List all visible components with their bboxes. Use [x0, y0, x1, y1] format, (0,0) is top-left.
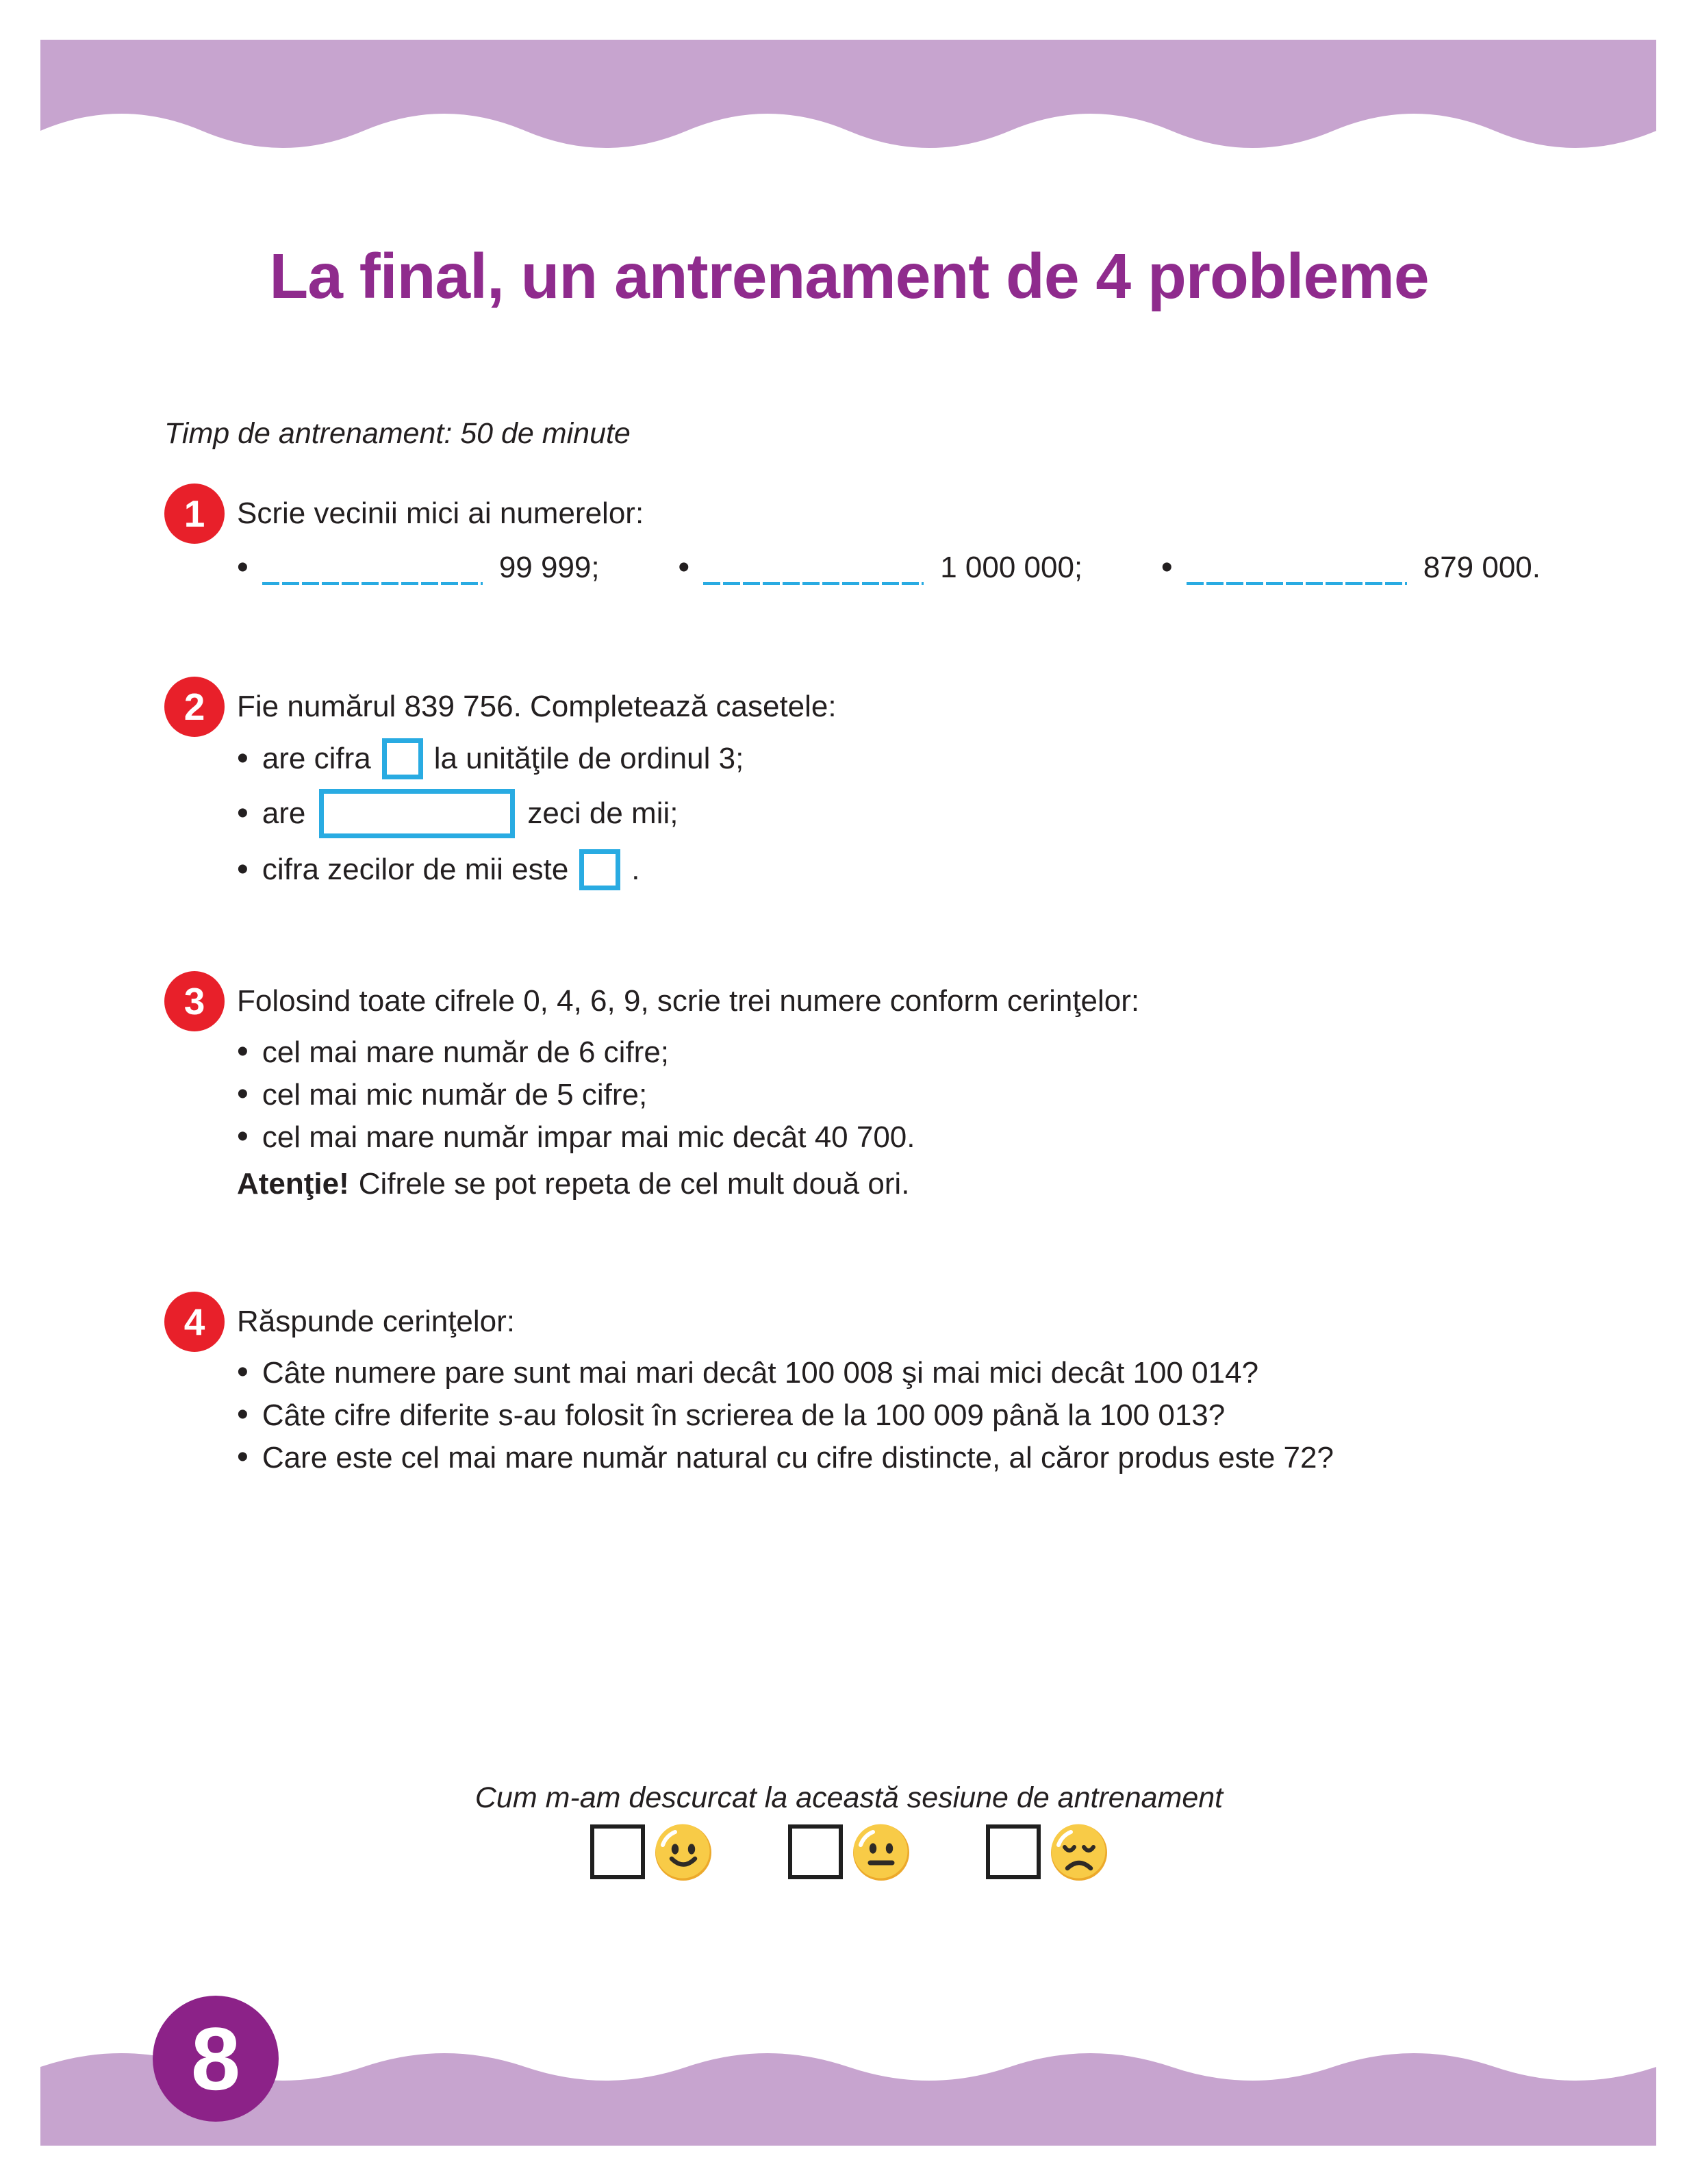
text-before-box: are — [262, 796, 306, 830]
number-label: 1 000 000; — [940, 551, 1083, 584]
bullet-dot — [1161, 551, 1173, 584]
answer-blank[interactable] — [703, 551, 924, 585]
bullet-dot — [237, 1120, 249, 1153]
item-text: cel mai mic număr de 5 cifre; — [262, 1078, 648, 1112]
text-before-box: cifra zecilor de mii este — [262, 853, 569, 886]
item-text: cel mai mare număr impar mai mic decât 40 700. — [262, 1120, 915, 1154]
bullet-dot — [237, 1356, 249, 1389]
feedback-option-sad — [986, 1823, 1108, 1881]
problem-4-number: 4 — [183, 1301, 205, 1343]
problem-4 — [164, 1292, 1541, 1479]
answer-blank[interactable] — [1187, 551, 1407, 585]
problem-1-heading: Scrie vecinii mici ai numerelor: — [237, 497, 644, 530]
list-item — [237, 1074, 1541, 1116]
answer-box[interactable] — [382, 738, 423, 779]
problem-3-heading: Folosind toate cifrele 0, 4, 6, 9, scrie trei numere conform cerinţelor: — [237, 984, 1140, 1018]
bullet-dot — [678, 551, 689, 584]
bullet-dot — [237, 551, 249, 584]
number-label: 99 999; — [498, 551, 600, 584]
page-number-badge — [153, 1996, 279, 2122]
header-banner — [40, 40, 1656, 156]
answer-box[interactable] — [579, 849, 620, 890]
list-item — [237, 789, 1541, 838]
problem-1-answers-row — [237, 551, 1541, 585]
bullet-dot — [237, 853, 249, 886]
list-item — [237, 1031, 1541, 1074]
training-time-note: Timp de antrenament: 50 de minute — [164, 417, 631, 450]
answer-box[interactable] — [319, 789, 515, 838]
neutral-face-icon — [852, 1823, 910, 1881]
feedback-checkbox-sad[interactable] — [986, 1824, 1041, 1879]
bullet-dot — [237, 1441, 249, 1474]
text-before-box: are cifra — [262, 742, 371, 775]
list-item — [237, 1394, 1541, 1437]
problem-3 — [164, 971, 1541, 1235]
self-assessment-row — [0, 1823, 1698, 1881]
bullet-dot — [237, 1398, 249, 1431]
item-text: Câte numere pare sunt mai mari decât 100 008 şi mai mici decât 100 014? — [262, 1356, 1259, 1390]
problem-4-badge — [164, 1292, 225, 1352]
list-item — [237, 1116, 1541, 1159]
text-after-box: la unităţile de ordinul 3; — [433, 742, 744, 775]
list-item — [237, 1437, 1541, 1479]
attention-text: Cifrele se pot repeta de cel mult două ori. — [358, 1167, 910, 1201]
feedback-option-neutral — [788, 1823, 910, 1881]
page-number: 8 — [190, 2009, 241, 2109]
bullet-dot — [237, 1035, 249, 1068]
list-item — [237, 849, 1541, 890]
feedback-checkbox-neutral[interactable] — [788, 1824, 843, 1879]
attention-note — [237, 1163, 1541, 1205]
page-title: La final, un antrenament de 4 probleme — [269, 240, 1429, 312]
attention-label: Atenţie! — [237, 1167, 349, 1201]
feedback-checkbox-happy[interactable] — [590, 1824, 645, 1879]
self-assessment-caption: Cum m-am descurcat la această sesiune de antrenament — [474, 1781, 1224, 1814]
item-text: Câte cifre diferite s-au folosit în scrierea de la 100 009 până la 100 013? — [262, 1398, 1226, 1432]
sad-face-icon — [1050, 1823, 1108, 1881]
list-item — [237, 738, 1541, 779]
bullet-dot — [237, 797, 249, 830]
bullet-dot — [237, 1078, 249, 1111]
text-after-box: . — [631, 853, 640, 886]
smiling-face-icon — [655, 1823, 712, 1881]
problem-4-heading: Răspunde cerinţelor: — [237, 1305, 516, 1338]
list-item — [678, 551, 1082, 585]
problem-3-badge — [164, 971, 225, 1031]
problem-2-badge — [164, 677, 225, 737]
text-after-box: zeci de mii; — [527, 796, 679, 830]
number-label: 879 000. — [1423, 551, 1541, 584]
list-item — [1161, 551, 1541, 585]
list-item — [237, 551, 600, 585]
problem-1-badge — [164, 484, 225, 544]
problem-2 — [164, 677, 1541, 890]
feedback-option-happy — [590, 1823, 712, 1881]
problem-2-heading: Fie numărul 839 756. Completează casetele: — [237, 690, 837, 723]
item-text: cel mai mare număr de 6 cifre; — [262, 1035, 670, 1069]
item-text: Care este cel mai mare număr natural cu cifre distincte, al căror produs este 72? — [262, 1441, 1334, 1474]
problem-2-number: 2 — [183, 686, 205, 728]
problem-3-number: 3 — [183, 980, 205, 1022]
problem-1-number: 1 — [183, 492, 205, 535]
bullet-dot — [237, 742, 249, 775]
footer-band — [40, 2053, 1656, 2146]
answer-blank[interactable] — [262, 551, 483, 585]
list-item — [237, 1352, 1541, 1394]
problem-1 — [164, 484, 1541, 585]
